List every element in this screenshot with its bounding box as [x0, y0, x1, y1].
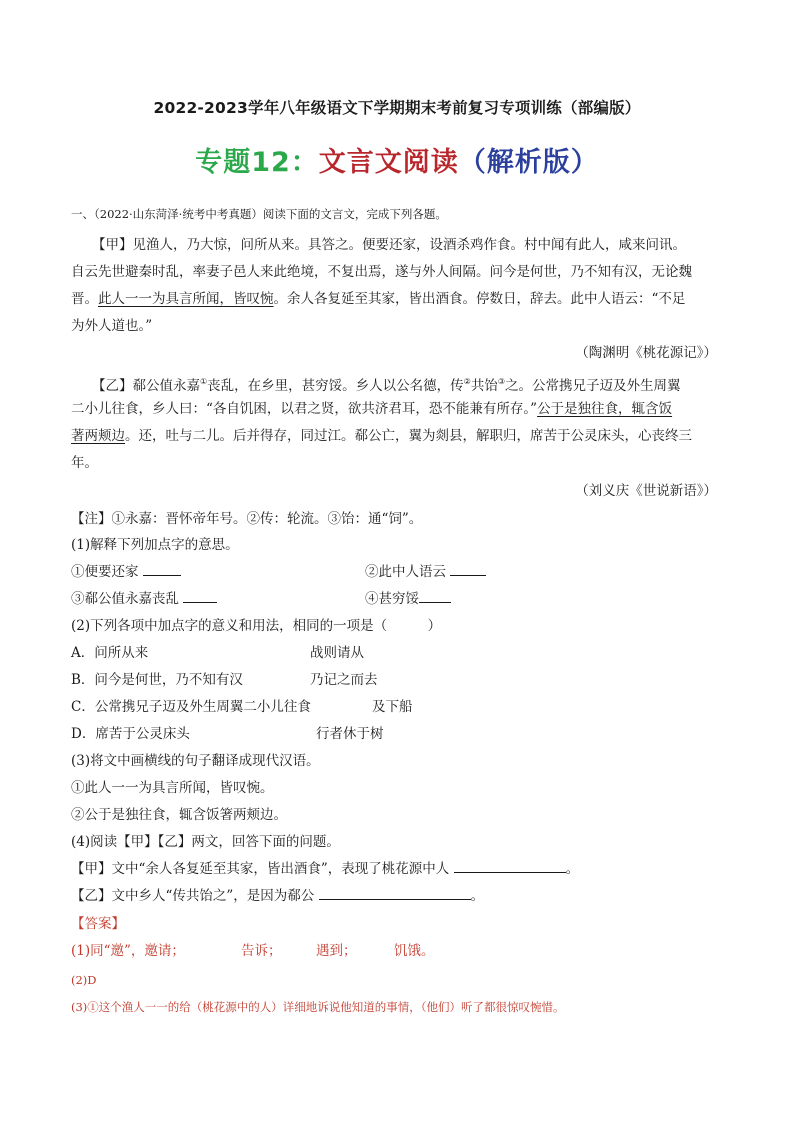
answer-3: (3)①这个渔人一一的给（桃花源中的人）详细地诉说他知道的事情，（他们）听了都很惊叹惋惜。 — [71, 1000, 565, 1014]
q3-title: (3)将文中画横线的句子翻译成现代汉语。 — [71, 753, 320, 769]
passage-jia-line-1: 【甲】见渔人，乃大惊，问所从来。具答之。便要还家，设酒杀鸡作食。村中闻有此人，咸来问讯。 — [92, 237, 686, 253]
q1-row-1 — [71, 562, 731, 582]
answer-1: (1)同“邀”，邀请； 告诉； 遇到； 饥饿。 — [71, 943, 435, 959]
passage-yi-source: （刘义庆《世说新语》） — [575, 483, 717, 499]
passage-yi-line-3: 著两颊边。还，吐与二儿。后并得存，同过江。郗公亡，翼为剡县，解职归，席苦于公灵床头，心丧终三 — [71, 428, 692, 444]
question-intro: 一、（2022·山东菏泽·统考中考真题）阅读下面的文言文，完成下列各题。 — [71, 207, 447, 221]
q1-answer-blank-3[interactable] — [183, 589, 217, 603]
document-header: 2022-2023学年八年级语文下学期期末考前复习专项训练（部编版） — [153, 99, 641, 117]
passage-yi-line-1: 【乙】郗公值永嘉①丧乱，在乡里，甚穷馁。乡人以公名德，传②共饴③之。公常携兄子迈及外生周翼 — [92, 377, 681, 394]
passage-yi-line-4: 年。 — [71, 455, 98, 471]
q2-option-b: B．问今是何世，乃不知有汉 乃记之而去 — [71, 672, 378, 688]
passage-jia-line-2: 自云先世避秦时乱，率妻子邑人来此绝境，不复出焉，遂与外人间隔。问今是何世，乃不知有汉，无论魏 — [71, 264, 692, 280]
q1-item-2: ②此中人语云 — [365, 564, 446, 580]
footnote: 【注】①永嘉：晋怀帝年号。②传：轮流。③饴：通“饲”。 — [71, 511, 423, 527]
underlined-sentence-2b: 著两颊边 — [71, 428, 125, 444]
q1-row-2 — [71, 589, 731, 609]
footnote-marker-3: ③ — [497, 377, 506, 386]
q4-title: (4)阅读【甲】【乙】两文，回答下面的问题。 — [71, 834, 340, 850]
passage-yi-line-2: 二小儿往食，乡人曰：“各自饥困，以君之贤，欲共济君耳，恐不能兼有所存。”公于是独往食，辄含饭 — [71, 401, 673, 417]
answer-2: (2)D — [71, 973, 97, 987]
q2-title: (2)下列各项中加点字的意义和用法，相同的一项是（ ） — [71, 618, 442, 634]
topic-title — [0, 140, 794, 179]
passage-jia-line-4: 为外人道也。” — [71, 318, 153, 334]
q1-title: (1)解释下列加点字的意思。 — [71, 537, 239, 553]
q4-answer-blank-1[interactable] — [454, 859, 566, 873]
q1-answer-blank-1[interactable] — [143, 562, 181, 576]
footnote-marker-2: ② — [463, 377, 471, 386]
q1-item-1: ①便要还家 — [71, 564, 139, 580]
q1-item-3: ③郗公值永嘉丧乱 — [71, 591, 179, 607]
underlined-sentence-1: 此人一一为具言所闻，皆叹惋 — [98, 291, 274, 307]
answer-label: 【答案】 — [71, 916, 125, 932]
q4-item-2: 【乙】文中乡人“传共饴之”，是因为郗公 。 — [71, 888, 485, 904]
passage-jia-line-3: 晋。此人一一为具言所闻，皆叹惋。余人各复延至其家，皆出酒食。停数日，辞去。此中人语云：“不足 — [71, 291, 686, 307]
topic-number: 专题12： — [195, 147, 319, 178]
q2-option-c: C．公常携兄子迈及外生周翼二小儿往食 及下船 — [71, 699, 413, 715]
q2-option-d: D．席苦于公灵床头 行者休于树 — [71, 726, 384, 742]
q3-item-2: ②公于是独往食，辄含饭箸两颊边。 — [71, 807, 287, 823]
q1-item-4: ④甚穷馁 — [365, 591, 419, 607]
topic-edition: （解析版） — [458, 147, 599, 178]
q1-answer-blank-4[interactable] — [419, 589, 451, 603]
q2-option-a: A．问所从来 战则请从 — [71, 645, 364, 661]
passage-jia-source: （陶渊明《桃花源记》） — [575, 345, 717, 361]
q4-answer-blank-2[interactable] — [319, 886, 471, 900]
underlined-sentence-2a: 公于是独往食，辄含饭 — [537, 401, 673, 417]
q4-item-1: 【甲】文中“余人各复延至其家，皆出酒食”，表现了桃花源中人 。 — [71, 861, 580, 877]
q1-answer-blank-2[interactable] — [450, 562, 486, 576]
topic-name: 文言文阅读 — [318, 147, 459, 178]
q3-item-1: ①此人一一为具言所闻，皆叹惋。 — [71, 780, 274, 796]
footnote-marker-1: ① — [200, 377, 208, 386]
